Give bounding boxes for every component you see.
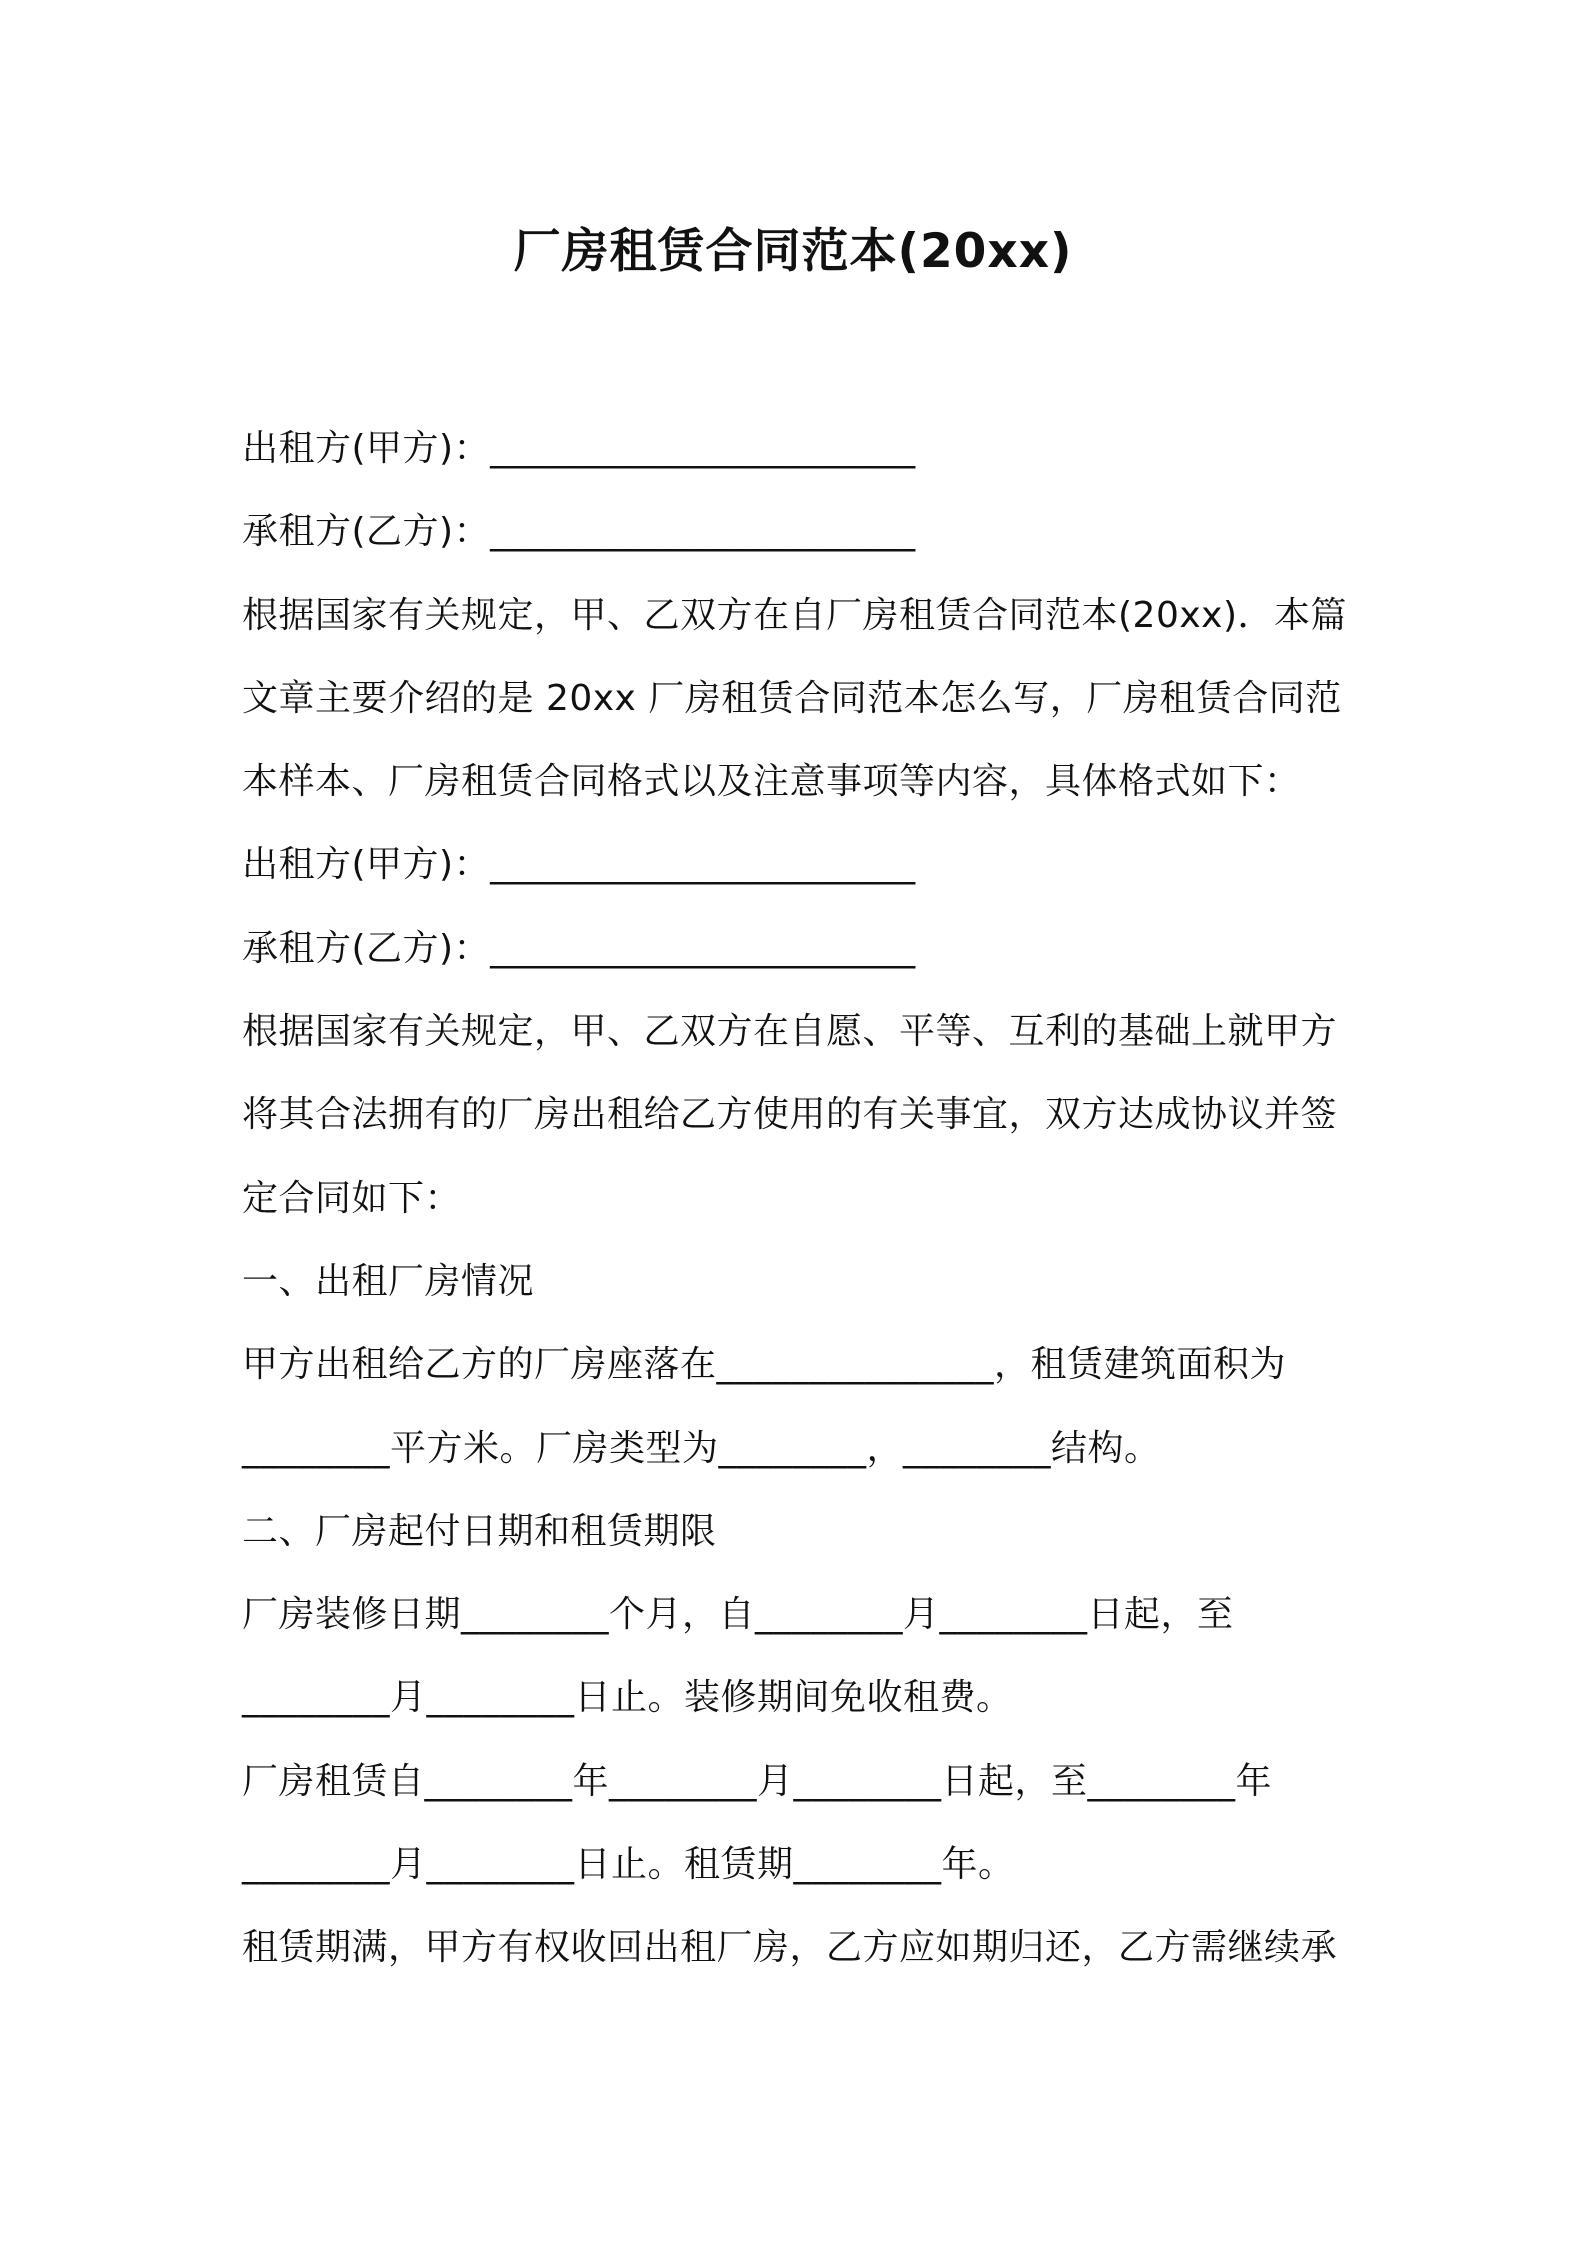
body-text-line: 甲方出租给乙方的厂房座落在_______________，租赁建筑面积为 — [242, 1344, 1287, 1386]
section-heading-1: 一、出租厂房情况 — [242, 1260, 535, 1302]
body-text-line: 文章主要介绍的是 20xx 厂房租赁合同范本怎么写，厂房租赁合同范 — [242, 677, 1342, 719]
document-body — [242, 407, 1362, 1990]
lessor-party-a-line: 出租方(甲方)：_______________________ — [242, 428, 916, 469]
body-text-line: 将其合法拥有的厂房出租给乙方使用的有关事宜，双方达成协议并签 — [242, 1094, 1338, 1136]
body-text-line: 厂房租赁自________年________月________日起，至________年 — [242, 1760, 1273, 1802]
body-text-line: ________平方米。厂房类型为________，________结构。 — [242, 1427, 1161, 1469]
body-text-line: 根据国家有关规定，甲、乙双方在自厂房租赁合同范本(20xx)．本篇 — [242, 594, 1348, 636]
body-text-line: 厂房装修日期________个月，自________月________日起，至 — [242, 1594, 1234, 1636]
body-text-line: 定合同如下： — [242, 1177, 462, 1219]
body-text-line: ________月________日止。装修期间免收租费。 — [242, 1677, 1013, 1719]
lessor-party-a-line: 出租方(甲方)：_______________________ — [242, 844, 916, 886]
lessee-party-b-line: 承租方(乙方)：_______________________ — [242, 511, 916, 553]
section-heading-2: 二、厂房起付日期和租赁期限 — [242, 1510, 717, 1552]
body-text-line: 根据国家有关规定，甲、乙双方在自愿、平等、互利的基础上就甲方 — [242, 1011, 1338, 1053]
body-text-line: 租赁期满，甲方有权收回出租厂房，乙方应如期归还，乙方需继续承 — [242, 1927, 1338, 1969]
body-text-line: ________月________日止。租赁期________年。 — [242, 1844, 1015, 1886]
body-text-line: 本样本、厂房租赁合同格式以及注意事项等内容，具体格式如下： — [242, 761, 1301, 803]
document-title: 厂房租赁合同范本(20xx) — [513, 224, 1073, 279]
lessee-party-b-line: 承租方(乙方)：_______________________ — [242, 927, 916, 969]
